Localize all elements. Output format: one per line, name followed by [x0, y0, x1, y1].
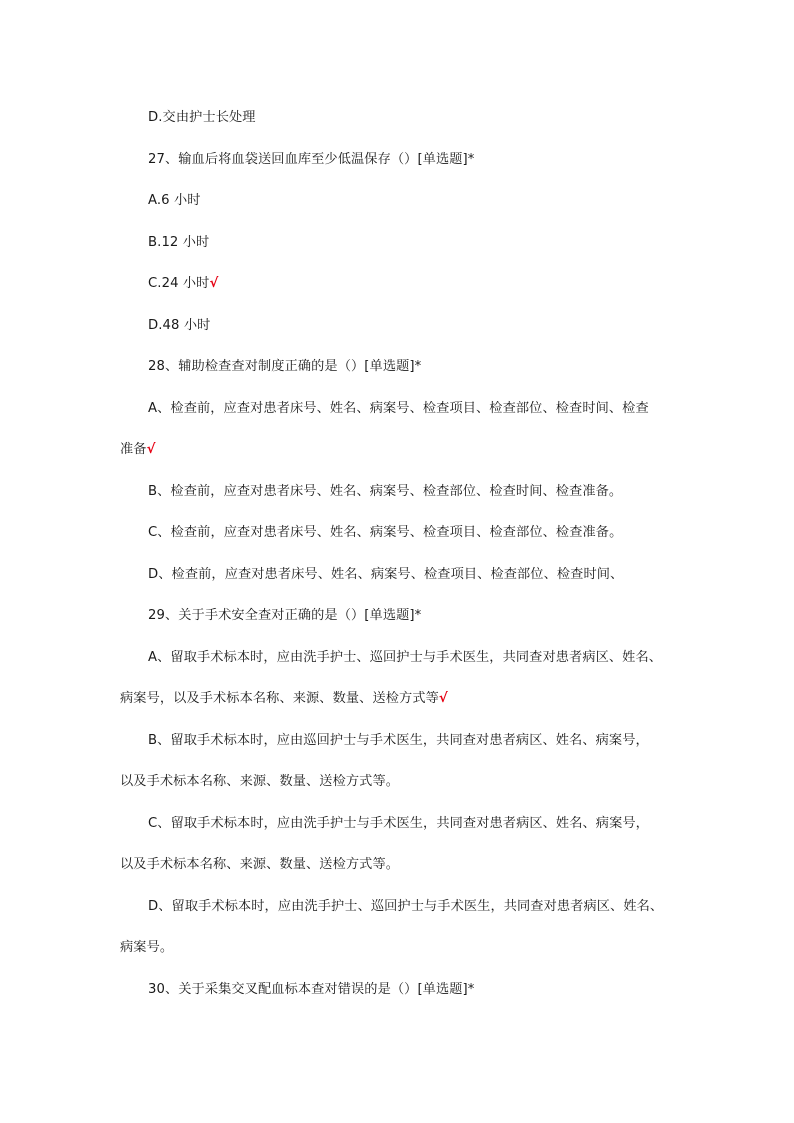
option-a-q29-continued — [120, 690, 680, 708]
line-text: A.6 小时 — [148, 193, 201, 208]
option-a-q29 — [148, 649, 708, 667]
option-a-q28 — [148, 400, 708, 418]
line-text: 准备 — [120, 442, 147, 457]
line-text: B、留取手术标本时，应由巡回护士与手术医生，共同查对患者病区、姓名、病案号， — [148, 733, 649, 748]
line-text: C.24 小时 — [148, 276, 210, 291]
line-text: A、留取手术标本时，应由洗手护士、巡回护士与手术医生，共同查对患者病区、姓名、 — [148, 650, 663, 665]
line-text: 病案号，以及手术标本名称、来源、数量、送检方式等 — [120, 691, 439, 706]
option-c-q29-continued — [120, 856, 680, 874]
check-mark: √ — [438, 691, 448, 706]
check-mark: √ — [146, 442, 156, 457]
question-29 — [148, 607, 708, 625]
option-b-q28 — [148, 483, 708, 501]
line-text: D、检查前，应查对患者床号、姓名、病案号、检查项目、检查部位、检查时间、 — [148, 567, 624, 582]
line-text: D.交由护士长处理 — [148, 110, 256, 125]
line-text: A、检查前，应查对患者床号、姓名、病案号、检查项目、检查部位、检查时间、检查 — [148, 401, 649, 416]
option-b-q29-continued — [120, 773, 680, 791]
option-c-q27 — [148, 275, 708, 293]
line-text: 以及手术标本名称、来源、数量、送检方式等。 — [120, 857, 400, 872]
line-text: B.12 小时 — [148, 235, 210, 250]
line-text: 病案号。 — [120, 940, 174, 955]
line-text: 27、输血后将血袋送回血库至少低温保存（）[单选题]* — [148, 152, 475, 167]
option-a-q28-continued — [120, 441, 680, 459]
option-d-q29-continued — [120, 939, 680, 957]
option-c-q29 — [148, 815, 708, 833]
option-d-q28 — [148, 566, 708, 584]
option-a-q27 — [148, 192, 708, 210]
question-27 — [148, 151, 708, 169]
option-b-q27 — [148, 234, 708, 252]
line-text: 30、关于采集交叉配血标本查对错误的是（）[单选题]* — [148, 982, 475, 997]
check-mark: √ — [209, 276, 219, 291]
line-text: 28、辅助检查查对制度正确的是（）[单选题]* — [148, 359, 422, 374]
line-text: D.48 小时 — [148, 318, 211, 333]
question-28 — [148, 358, 708, 376]
option-b-q29 — [148, 732, 708, 750]
option-d-q26 — [148, 109, 708, 127]
line-text: C、检查前，应查对患者床号、姓名、病案号、检查项目、检查部位、检查准备。 — [148, 525, 623, 540]
line-text: 29、关于手术安全查对正确的是（）[单选题]* — [148, 608, 422, 623]
option-d-q27 — [148, 317, 708, 335]
line-text: 以及手术标本名称、来源、数量、送检方式等。 — [120, 774, 400, 789]
line-text: C、留取手术标本时，应由洗手护士与手术医生，共同查对患者病区、姓名、病案号， — [148, 816, 649, 831]
line-text: D、留取手术标本时，应由洗手护士、巡回护士与手术医生，共同查对患者病区、姓名、 — [148, 899, 664, 914]
line-text: B、检查前，应查对患者床号、姓名、病案号、检查部位、检查时间、检查准备。 — [148, 484, 623, 499]
question-30 — [148, 981, 708, 999]
option-c-q28 — [148, 524, 708, 542]
option-d-q29 — [148, 898, 708, 916]
